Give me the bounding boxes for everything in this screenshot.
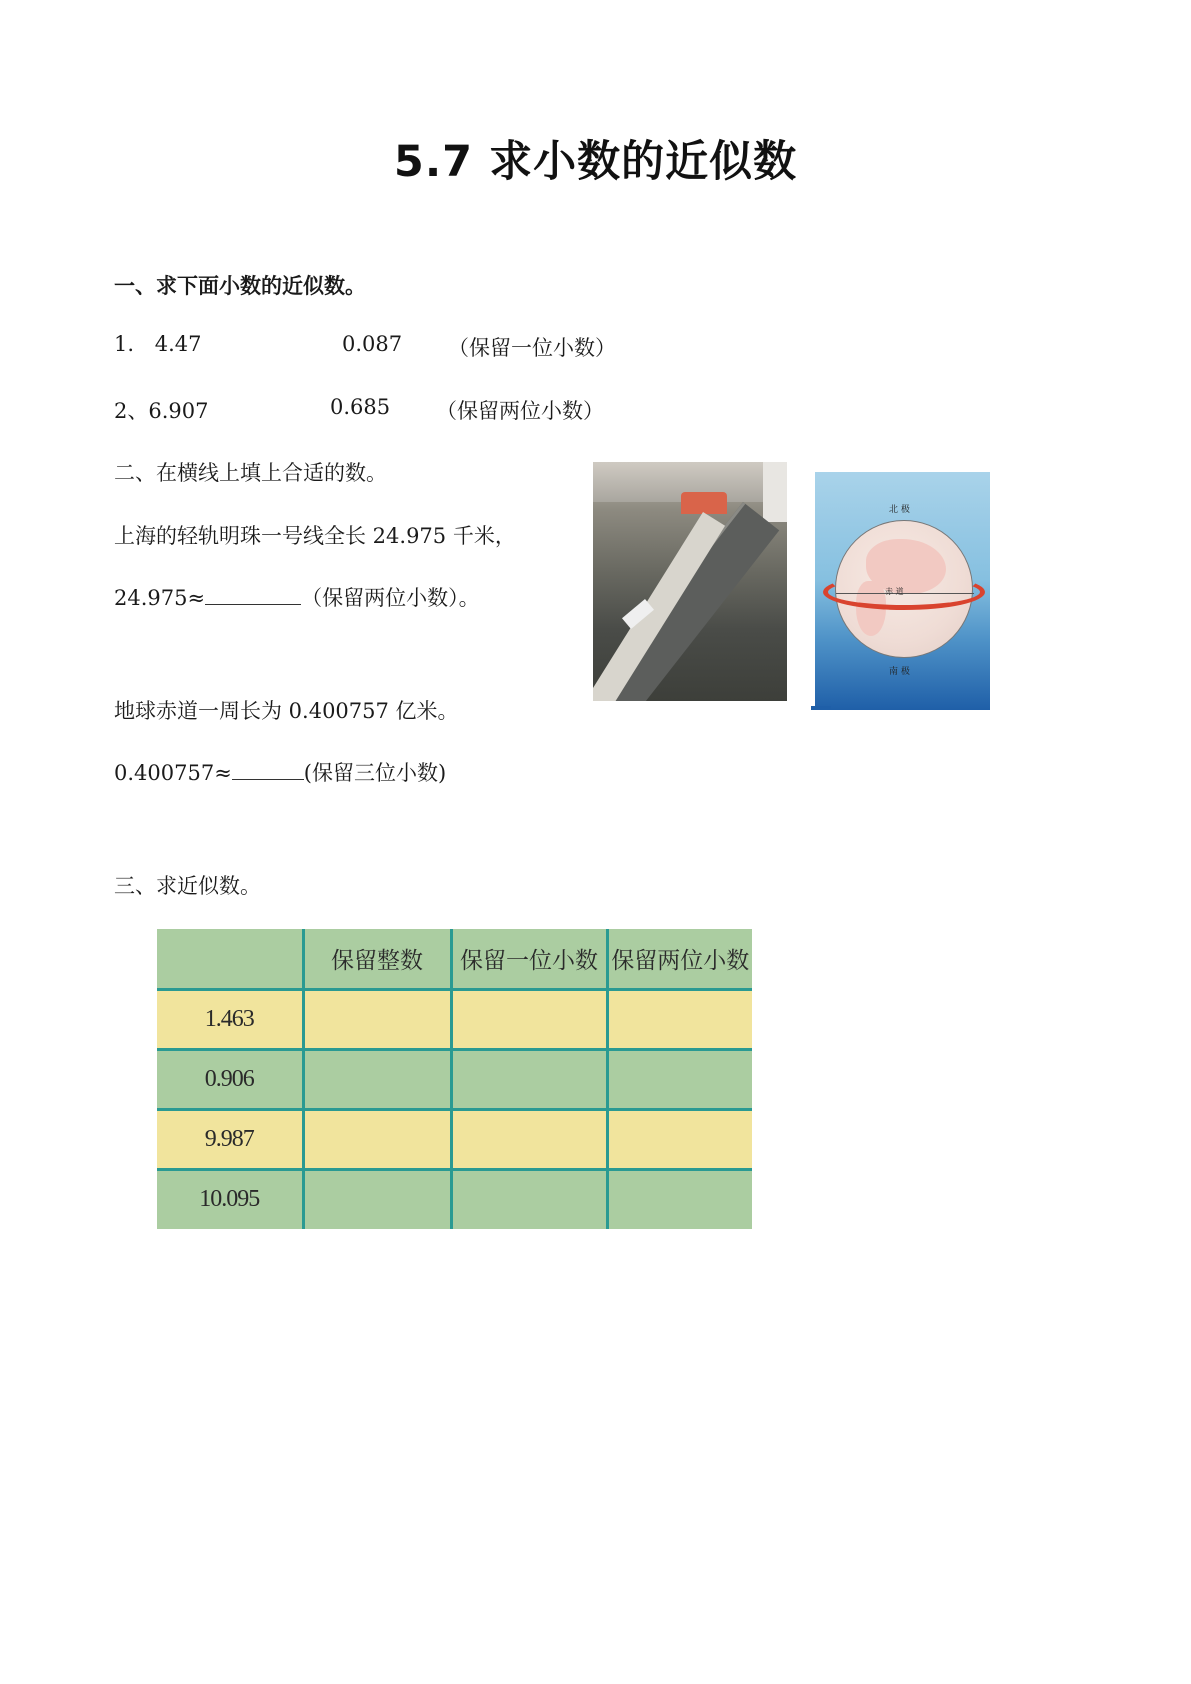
answer-cell-integer[interactable] [303,1169,451,1229]
table-header-row [157,929,752,989]
header-round-integer: 保留整数 [303,929,451,989]
value-b: 0.685 [330,395,391,419]
value-a: 4.47 [154,332,202,356]
light-rail-photo [593,462,787,701]
row-value: 0.906 [157,1049,303,1109]
row-value: 1.463 [157,989,303,1049]
question-equator-text: 地球赤道一周长为 0.400757 亿米。 [114,699,459,723]
answer-cell-one-decimal[interactable] [451,1049,607,1109]
value-a: 6.907 [148,399,209,423]
answer-cell-two-decimal[interactable] [607,989,752,1049]
question-rail-answer-line [114,582,480,612]
globe-illustration [815,472,990,710]
section-1-row-2 [114,395,209,425]
answer-cell-one-decimal[interactable] [451,1109,607,1169]
answer-cell-integer[interactable] [303,1109,451,1169]
expression: 24.975≈ [114,586,206,610]
section-3-heading: 三、求近似数。 [114,874,261,898]
header-round-one-decimal: 保留一位小数 [451,929,607,989]
section-1-heading: 一、求下面小数的近似数。 [114,274,366,298]
tall-building [763,462,787,522]
header-cell-empty [157,929,303,989]
answer-blank[interactable] [232,760,304,780]
answer-cell-two-decimal[interactable] [607,1169,752,1229]
answer-cell-two-decimal[interactable] [607,1049,752,1109]
answer-cell-integer[interactable] [303,1049,451,1109]
expression: 0.400757≈ [114,761,232,785]
image-frame-edge [811,706,831,710]
row-value: 9.987 [157,1109,303,1169]
north-pole-label: 北 极 [889,505,910,515]
table-row [157,1109,752,1169]
section-2-heading: 二、在横线上填上合适的数。 [114,461,387,485]
instruction-note: （保留两位小数） [436,399,604,423]
answer-blank[interactable] [205,585,301,605]
instruction-note: （保留一位小数） [448,336,616,360]
value-b: 0.087 [342,332,403,356]
equator-label: 赤 道 [885,587,904,596]
answer-cell-integer[interactable] [303,989,451,1049]
answer-cell-one-decimal[interactable] [451,989,607,1049]
answer-cell-one-decimal[interactable] [451,1169,607,1229]
station-roof [681,492,727,514]
instruction-note: (保留三位小数) [303,761,447,785]
question-equator-answer-line [114,757,446,787]
row-value: 10.095 [157,1169,303,1229]
row-index: 2、 [114,399,149,423]
question-rail-text: 上海的轻轨明珠一号线全长 24.975 千米， [114,524,516,548]
table-row [157,1169,752,1229]
header-round-two-decimal: 保留两位小数 [607,929,752,989]
section-1-row-1 [114,332,202,356]
table-row [157,1049,752,1109]
south-pole-label: 南 极 [889,667,910,677]
equator-arrow-icon [823,574,985,610]
table-row [157,989,752,1049]
rounding-table [157,929,752,1229]
answer-cell-two-decimal[interactable] [607,1109,752,1169]
page-title: 5.7 求小数的近似数 [393,137,798,187]
instruction-note: （保留两位小数）。 [301,586,480,610]
row-index: 1. [114,332,135,356]
